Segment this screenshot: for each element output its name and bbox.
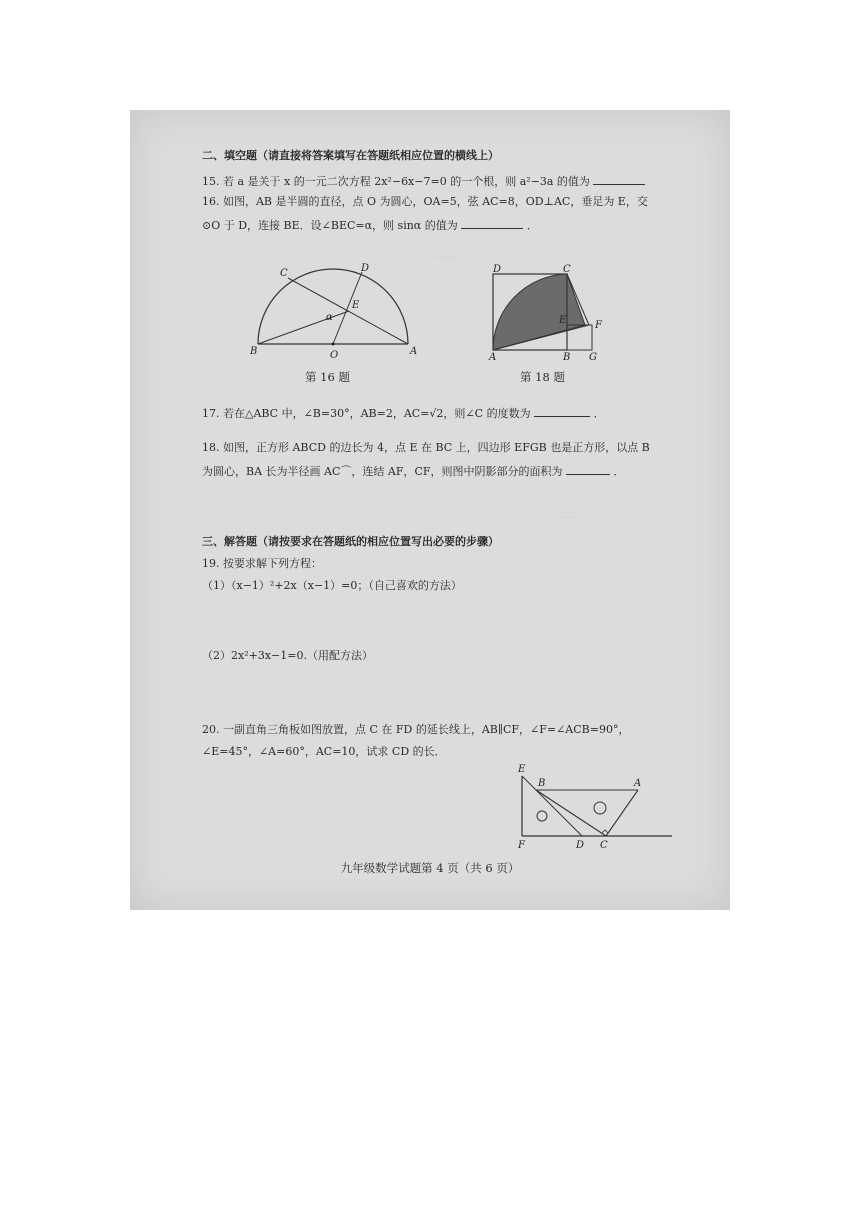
- fig16-label-e: E: [352, 300, 360, 311]
- fig18-label-c: C: [563, 264, 571, 275]
- fig18-label-f: F: [595, 320, 602, 331]
- fig16-label-o: O: [330, 350, 339, 361]
- fig16-label-c: C: [280, 268, 288, 279]
- answer-blank: [566, 462, 610, 475]
- section2-heading: 二、填空题（请直接将答案填写在答题纸相应位置的横线上）: [202, 149, 499, 162]
- fig20-label-f: F: [518, 840, 525, 851]
- bleed-through: ‥ ‥ ‥: [430, 250, 457, 261]
- answer-blank: [534, 404, 590, 417]
- q17-end: ．: [593, 407, 605, 420]
- fig18-label-d: D: [493, 264, 502, 275]
- question-18-line2: [202, 462, 625, 480]
- fig18-label-g: G: [589, 352, 597, 363]
- fig20-label-a: A: [634, 778, 642, 789]
- question-20-line2: ∠E=45°，∠A=60°，AC=10，试求 CD 的长．: [202, 745, 446, 758]
- q16-text: ⊙O 于 D，连接 BE．设∠BEC=α，则 sinα 的值为: [202, 219, 458, 232]
- bleed-through: ‥ ‥ ‥ ‥: [550, 510, 587, 521]
- question-17: [202, 404, 605, 422]
- q15-text: 15. 若 a 是关于 x 的一元二次方程 2x²−6x−7=0 的一个根，则 a²−3a 的值为: [202, 175, 590, 188]
- question-16-line2: [202, 216, 538, 234]
- fig20-label-b: B: [538, 778, 546, 789]
- fig20-label-e: E: [518, 764, 526, 775]
- question-19: 19. 按要求解下列方程：: [202, 557, 322, 570]
- figure-18: [483, 262, 603, 364]
- section3-heading: 三、解答题（请按要求在答题纸的相应位置写出必要的步骤）: [202, 535, 499, 548]
- question-19-part1: （1）（x−1）²+2x（x−1）=0；（自己喜欢的方法）: [202, 579, 462, 592]
- fig16-label-alpha: α: [326, 312, 333, 323]
- figure-16-caption: 第 16 题: [305, 370, 350, 384]
- question-15: [202, 172, 645, 190]
- fig18-label-a: A: [489, 352, 497, 363]
- fig20-label-d: D: [576, 840, 585, 851]
- question-20-line1: 20. 一副直角三角板如图放置，点 C 在 FD 的延长线上，AB∥CF，∠F=∠ACB=90°，: [202, 723, 630, 736]
- question-18-line1: 18. 如图，正方形 ABCD 的边长为 4，点 E 在 BC 上，四边形 EFGB 也是正方形，以点 B: [202, 441, 650, 454]
- fig20-label-c: C: [600, 840, 608, 851]
- q17-text: 17. 若在△ABC 中，∠B=30°，AB=2，AC=√2，则∠C 的度数为: [202, 407, 531, 420]
- figure-16: [248, 262, 418, 362]
- q18-end: ．: [613, 465, 625, 478]
- fig18-label-b: B: [563, 352, 571, 363]
- fig16-label-a: A: [410, 346, 418, 357]
- answer-blank: [593, 172, 645, 185]
- fig16-label-d: D: [361, 263, 370, 274]
- exam-page: [130, 110, 730, 910]
- question-19-part2: （2）2x²+3x−1=0.（用配方法）: [202, 649, 373, 662]
- question-16-line1: 16. 如图，AB 是半圆的直径，点 O 为圆心，OA=5，弦 AC=8，OD⊥AC，垂足为 E，交: [202, 195, 648, 208]
- figure-20: [512, 760, 678, 854]
- fig18-label-e: E: [559, 315, 567, 326]
- page-footer: 九年级数学试题第 4 页（共 6 页）: [340, 861, 520, 875]
- q18-text: 为圆心，BA 长为半径画 AC⌒，连结 AF，CF，则图中阴影部分的面积为: [202, 465, 563, 478]
- figure-18-caption: 第 18 题: [520, 370, 565, 384]
- answer-blank: [461, 216, 523, 229]
- q16-end: ．: [526, 219, 538, 232]
- fig16-label-b: B: [250, 346, 258, 357]
